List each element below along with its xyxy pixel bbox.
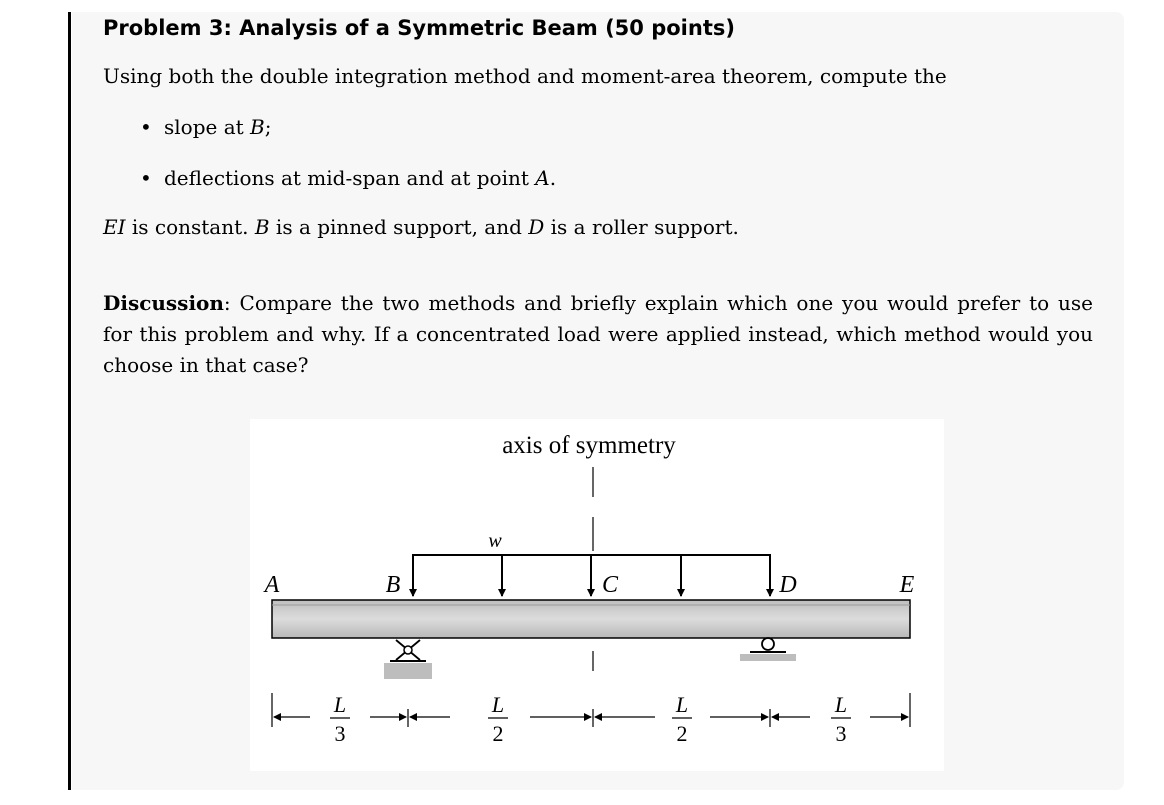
point-a-label: A xyxy=(264,572,280,598)
dim-de-den: 3 xyxy=(835,721,847,746)
dim-cd-den: 2 xyxy=(676,721,688,746)
point-d-label: D xyxy=(779,572,797,598)
discussion-lead: Discussion xyxy=(103,291,224,315)
bullet-dot: • xyxy=(140,115,152,139)
bullet-deflection: • deflections at mid-span and at point A. xyxy=(140,166,557,190)
beam-diagram xyxy=(250,419,944,771)
dim-ab-den: 3 xyxy=(334,721,346,746)
dim-de-num: L xyxy=(834,692,848,717)
bullet-slope: • slope at B; xyxy=(140,115,272,139)
load-label: w xyxy=(488,530,502,552)
discussion-paragraph xyxy=(103,288,1093,381)
beam xyxy=(272,600,910,638)
dim-ab-num: L xyxy=(333,692,347,717)
dim-bc-num: L xyxy=(491,692,505,717)
point-e-label: E xyxy=(899,572,915,598)
point-b-label: B xyxy=(385,572,401,598)
roller-support xyxy=(740,638,796,661)
pin-support xyxy=(384,640,432,679)
dim-bc-den: 2 xyxy=(492,721,504,746)
support-note: EI is constant. B is a pinned support, and D is a roller support. xyxy=(103,215,739,239)
beam-figure xyxy=(250,419,944,771)
dim-cd-num: L xyxy=(675,692,689,717)
problem-intro: Using both the double integration method and moment-area theorem, compute the xyxy=(103,64,947,88)
problem-title: Problem 3: Analysis of a Symmetric Beam (50 points) xyxy=(103,16,735,40)
axis-caption: axis of symmetry xyxy=(502,432,676,459)
discussion-text: : Compare the two methods and briefly explain which one you would prefer to use for this problem and why. If a concentrated load were applied instead, which method would you choose in that case? xyxy=(103,291,1093,377)
dimension-lines xyxy=(272,693,910,727)
load-arrows xyxy=(413,555,770,596)
left-rule xyxy=(68,12,71,790)
bullet-dot: • xyxy=(140,166,152,190)
point-c-label: C xyxy=(601,572,619,598)
